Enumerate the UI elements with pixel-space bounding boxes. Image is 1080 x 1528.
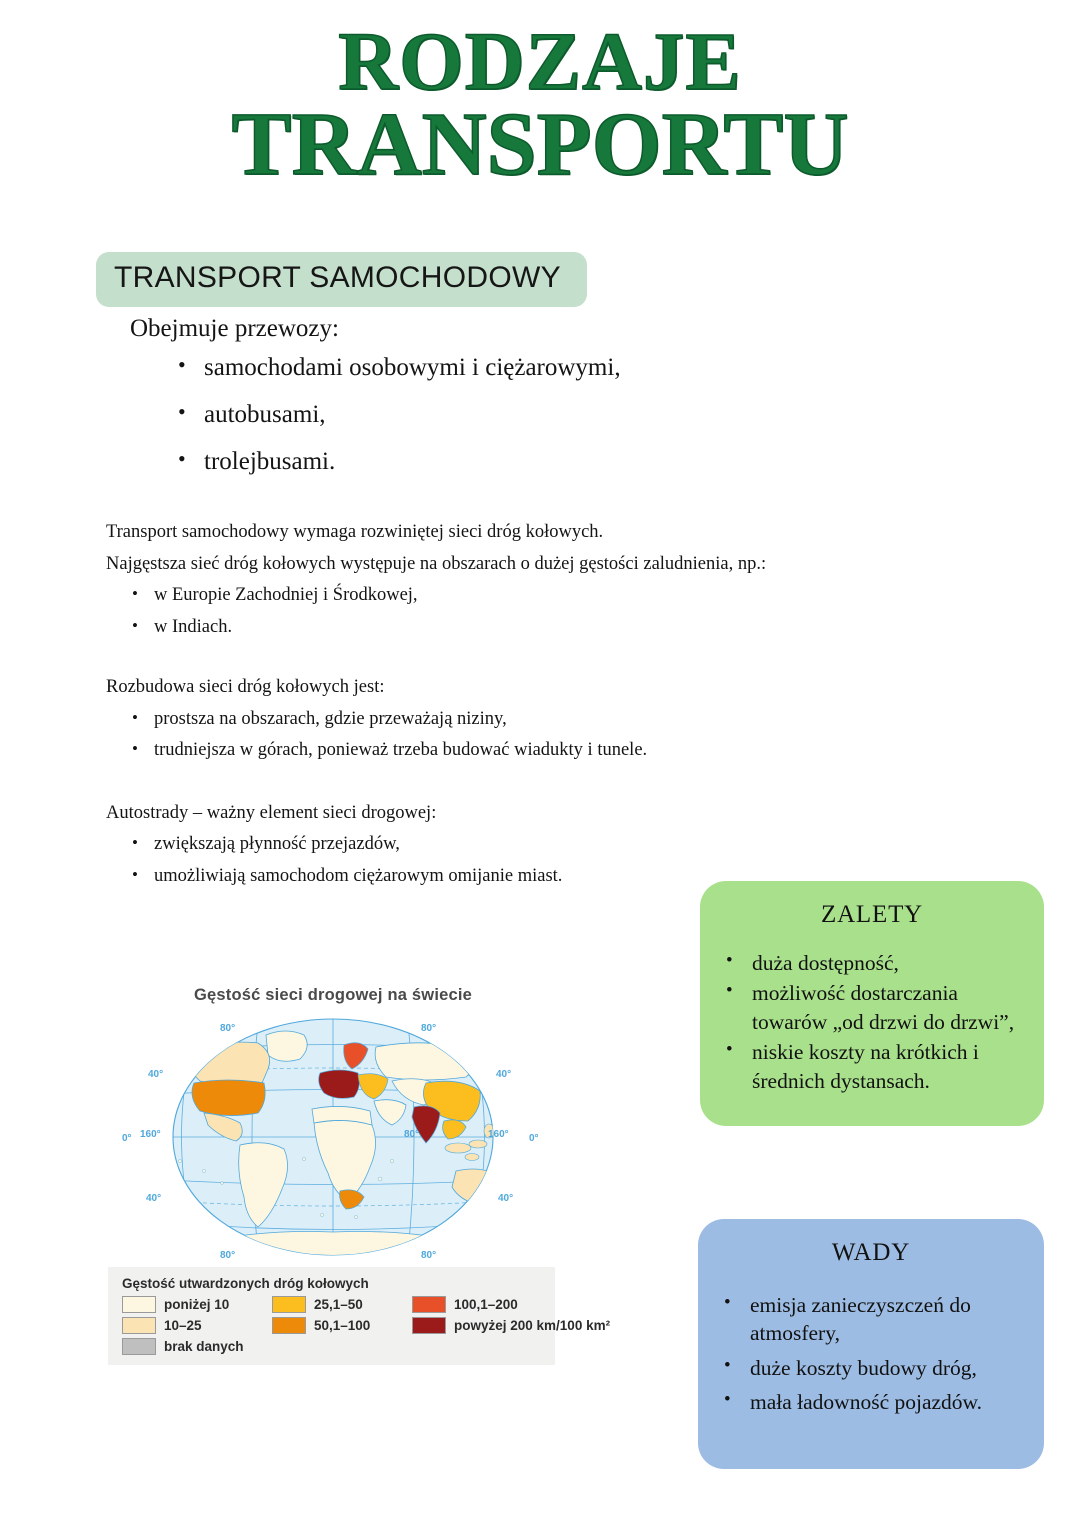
landmass-japan — [484, 1084, 500, 1103]
paragraph-motorways: Autostrady – ważny element sieci drogowej: — [106, 802, 437, 823]
list-item: • duża dostępność, — [724, 949, 1028, 977]
map-legend — [108, 1267, 611, 1365]
svg-text:40°: 40° — [146, 1193, 162, 1204]
landmass-united-states — [192, 1080, 265, 1116]
legend-swatch-icon — [122, 1296, 156, 1313]
legend-item — [122, 1317, 272, 1334]
legend-swatch-icon — [122, 1317, 156, 1334]
list-item: • samochodami osobowymi i ciężarowymi, — [178, 355, 770, 380]
legend-label: 100,1–200 — [454, 1297, 518, 1312]
legend-item — [272, 1296, 412, 1313]
page-title — [0, 15, 1080, 194]
svg-text:80°: 80° — [220, 1250, 236, 1261]
intro-lead: Obejmuje przewozy: — [130, 315, 339, 342]
svg-text:80°: 80° — [421, 1250, 437, 1261]
svg-text:80°: 80° — [421, 1023, 437, 1034]
intro-block — [130, 313, 770, 496]
list-dense-regions — [106, 586, 826, 636]
body-text-block — [106, 523, 826, 898]
spacer — [106, 649, 826, 678]
list-expansion — [106, 710, 826, 760]
landmass-greenland — [266, 1031, 307, 1061]
landmass-canada — [189, 1042, 270, 1085]
landmass-alaska — [170, 1043, 200, 1061]
advantages-title: ZALETY — [821, 901, 923, 928]
legend-label: powyżej 200 km/100 km² — [454, 1318, 611, 1333]
list-item: • mała ładowność pojazdów. — [722, 1388, 1028, 1416]
advantages-box — [700, 881, 1044, 1126]
list-item: • prostsza na obszarach, gdzie przeważają niziny, — [132, 710, 826, 729]
advantages-list — [700, 929, 1044, 1095]
disadvantages-title: WADY — [831, 1239, 911, 1266]
page-title-line-2: TRANSPORTU — [231, 94, 849, 194]
legend-grid — [122, 1296, 611, 1355]
list-item: • umożliwiają samochodom ciężarowym omijanie miast. — [132, 867, 826, 886]
legend-swatch-icon — [272, 1296, 306, 1313]
legend-label: 10–25 — [164, 1318, 202, 1333]
list-item: • trolejbusami. — [178, 449, 770, 474]
legend-label: poniżej 10 — [164, 1297, 230, 1312]
legend-title: Gęstość utwardzonych dróg kołowych — [122, 1276, 369, 1291]
disadvantages-list — [698, 1267, 1044, 1417]
page-title-line-1: RODZAJE — [338, 15, 742, 107]
list-item: • możliwość dostarczania towarów „od drzwi do drzwi”, — [724, 979, 1028, 1036]
legend-label: brak danych — [164, 1339, 244, 1354]
list-motorways — [106, 835, 826, 885]
list-item: • niskie koszty na krótkich i średnich dystansach. — [724, 1038, 1028, 1095]
list-item: • emisja zanieczyszczeń do atmosfery, — [722, 1291, 1028, 1348]
svg-text:40°: 40° — [496, 1069, 512, 1080]
legend-item — [272, 1317, 412, 1334]
svg-text:0°: 0° — [529, 1133, 539, 1144]
paragraph-road-network: Transport samochodowy wymaga rozwiniętej sieci dróg kołowych. — [106, 522, 604, 542]
list-item: • duże koszty budowy dróg, — [722, 1354, 1028, 1382]
paragraph-expansion: Rozbudowa sieci dróg kołowych jest: — [106, 677, 385, 697]
legend-label: 25,1–50 — [314, 1297, 363, 1312]
svg-text:40°: 40° — [148, 1069, 164, 1080]
svg-text:160°: 160° — [488, 1129, 509, 1140]
legend-item — [122, 1338, 272, 1355]
list-item: • zwiększają płynność przejazdów, — [132, 835, 826, 854]
landmass-russia — [375, 1043, 474, 1080]
legend-item — [122, 1296, 272, 1313]
legend-swatch-icon — [412, 1296, 446, 1313]
list-item: • w Indiach. — [132, 618, 826, 637]
section-heading-badge: TRANSPORT SAMOCHODOWY — [96, 252, 587, 307]
legend-swatch-icon — [122, 1338, 156, 1355]
svg-text:80°: 80° — [404, 1129, 420, 1140]
legend-swatch-icon — [272, 1317, 306, 1334]
legend-swatch-icon — [412, 1317, 446, 1334]
legend-item — [412, 1317, 611, 1334]
list-item: • trudniejsza w górach, ponieważ trzeba budować wiadukty i tunele. — [132, 741, 826, 760]
list-item: • autobusami, — [178, 402, 770, 427]
disadvantages-box — [698, 1219, 1044, 1469]
legend-item — [412, 1296, 569, 1313]
svg-text:40°: 40° — [498, 1193, 514, 1204]
paragraph-densest-network: Najgęstsza sieć dróg kołowych występuje na obszarach o dużej gęstości zaludnienia, np.: — [106, 553, 767, 574]
list-item: • w Europie Zachodniej i Środkowej, — [132, 586, 826, 605]
map-caption: Gęstość sieci drogowej na świecie — [193, 986, 473, 1004]
svg-text:160°: 160° — [140, 1129, 161, 1140]
spacer — [106, 773, 826, 804]
svg-text:0°: 0° — [122, 1133, 132, 1144]
svg-text:80°: 80° — [220, 1023, 236, 1034]
map-graphic — [108, 1011, 558, 1263]
world-road-density-map — [108, 986, 611, 1365]
intro-list — [130, 355, 770, 474]
legend-label: 50,1–100 — [314, 1318, 371, 1333]
